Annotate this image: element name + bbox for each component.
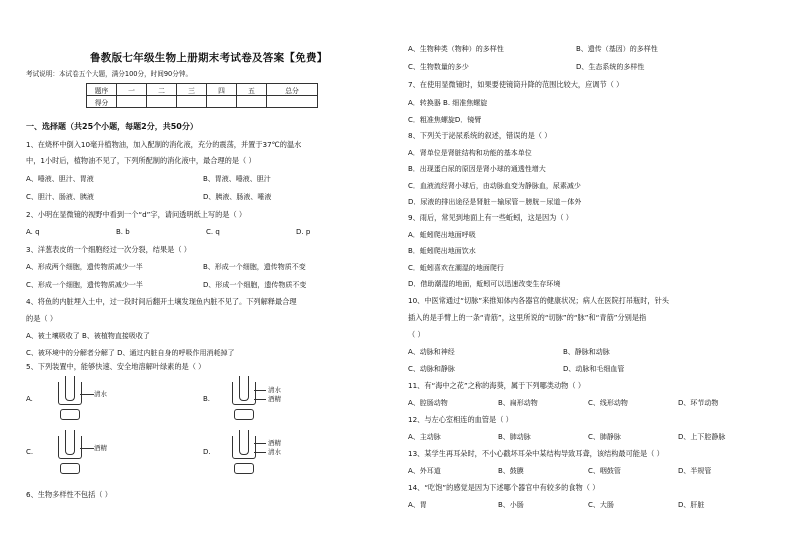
apparatus-label: 酒精 [268,439,281,447]
option: A、唾液、胆汁、胃液 [26,175,94,183]
question-line: 5、下列装置中，能够快速、安全地溶解叶绿素的是（ ） [26,362,206,371]
apparatus-label: 酒精 [268,395,281,403]
apparatus-label: 清水 [268,448,281,456]
option: D、胰液、肠液、唾液 [203,193,272,201]
test-tube [65,430,75,455]
score-table-score-row [87,96,318,108]
option: B、扁形动物 [498,399,538,407]
option: C. q [206,228,220,236]
score-cell [177,96,207,108]
option: A．转换器 B. 细准焦螺旋 [408,99,488,107]
option: C、被环境中的分解者分解了 D、通过内脏自身的呼吸作用消耗掉了 [26,349,235,357]
label-leader [254,452,266,453]
option: C．血液流经肾小球后，由动脉血变为静脉血，尿素减少 [408,182,581,190]
apparatus-label: 酒精 [94,444,107,452]
option: D、上下腔静脉 [678,433,726,441]
test-tube [239,376,249,401]
question-line: 3、洋葱表皮的一个细胞经过一次分裂，结果是（ ） [26,245,191,254]
apparatus-letter: B. [203,395,211,403]
option: D．借助潮湿的地面，蚯蚓可以迅速改变生存环境 [408,280,561,288]
score-cell [207,96,237,108]
option: B．蚯蚓爬出地面饮水 [408,247,476,255]
apparatus-a-figure [52,376,90,406]
option: C、肺静脉 [588,433,621,441]
option: B．出现蛋白尿的原因是肾小球的通透性增大 [408,165,546,173]
test-tube [239,430,249,455]
label-leader [254,399,266,400]
option: C．蚯蚓喜欢在潮湿的地面爬行 [408,264,504,272]
question-line: 12、与左心室相连的血管是（ ） [408,415,513,424]
question-line: 9、雨后，常见到地面上有一些蚯蚓，这是因为（ ） [408,213,573,222]
option: C、胆汁、肠液、胰液 [26,193,94,201]
option: D、肝脏 [678,501,705,509]
option: D、动脉和毛细血管 [563,365,625,373]
option: D、生态系统的多样性 [576,63,645,71]
option: C、线形动物 [588,399,628,407]
question-line: （ ） [408,330,425,339]
option: D、形成一个细胞，遗传物质不变 [203,281,307,289]
question-line: 7、在使用显微镜时，如果要使镜筒升降的范围比较大，应调节（ ） [408,80,624,89]
section-heading: 一、选择题（共25个小题，每题2分，共50分） [26,122,198,131]
question-line: 的是（ ） [26,314,58,323]
label-leader [80,394,94,395]
left-column [18,0,398,550]
question-line: 14、“吃饱”的感觉是因为下述哪个器官中有较多的食物（ ） [408,483,600,492]
alcohol-lamp [60,409,80,420]
question-line: 6、生物多样性不包括（ ） [26,490,112,499]
score-cell [147,96,177,108]
question-line: 2、小明在显微镜的视野中看到一个“d”字，请问透明纸上写的是（ ） [26,210,247,219]
score-cell [237,96,267,108]
test-tube [65,376,75,401]
option: A、动脉和神经 [408,348,455,356]
option: D、环节动物 [678,399,719,407]
option: C、形成一个细胞，遗传物质减少一半 [26,281,143,289]
option: B. b [116,228,130,236]
question-line: 插入的是手臂上的一条“青筋”，这里所说的“切脉”的“脉”和“青筋”分别是指 [408,313,647,322]
alcohol-lamp [234,409,254,420]
alcohol-lamp [234,463,254,474]
label-leader [80,448,94,449]
label-leader [254,443,266,444]
question-line: 1、在烧杯中倒入10毫升植物油，加入配制的消化液，充分的震荡，并置于37℃的温水 [26,140,302,149]
score-cell [117,96,147,108]
exam-note: 考试说明：本试卷五个大题，满分100分，时间90分钟。 [26,70,193,78]
apparatus-label: 清水 [94,390,107,398]
option: B、形成一个细胞，遗传物质不变 [203,263,306,271]
option: B、鼓膜 [498,467,524,475]
score-cell [267,96,318,108]
option: A、外耳道 [408,467,441,475]
option: D、半规管 [678,467,712,475]
option: C、动脉和静脉 [408,365,455,373]
score-table [86,83,318,108]
option: B、静脉和动脉 [563,348,610,356]
option: B、胃液、唾液、胆汁 [203,175,271,183]
option: A、生物种类（物种）的多样性 [408,45,504,53]
apparatus-letter: A. [26,395,33,403]
score-cell: 得分 [87,96,117,108]
option: A．肾单位是肾脏结构和功能的基本单位 [408,149,532,157]
apparatus-letter: C. [26,448,34,456]
apparatus-letter: D. [203,448,211,456]
option: C、生物数量的多少 [408,63,469,71]
label-leader [254,390,266,391]
option: C．粗准焦螺旋D．镜臂 [408,116,482,124]
score-cell: 四 [207,84,237,96]
apparatus-d-figure [226,430,264,460]
page-title: 鲁教版七年级生物上册期末考试卷及答案【免费】 [90,52,328,64]
option: B、遗传（基因）的多样性 [576,45,658,53]
option: B、小肠 [498,501,524,509]
score-table-header-row [87,84,318,96]
option: C、咽鼓管 [588,467,621,475]
question-line: 13、某学生再耳朵时，不小心戳坏耳朵中某结构导致耳聋，该结构最可能是（ ） [408,449,664,458]
apparatus-c-figure [52,430,90,460]
option: A．蚯蚓爬出地面呼吸 [408,231,476,239]
question-line: 8、下列关于泌尿系统的叙述，错误的是（ ） [408,131,552,140]
score-cell: 题序 [87,84,117,96]
option: A、主动脉 [408,433,441,441]
option: D．尿液的排出途径是肾脏－输尿管－膀胱－尿道－体外 [408,198,582,206]
question-line: 10、中医常通过“切脉”来推知体内各器官的健康状况；病人在医院打吊瓶时，针头 [408,296,669,305]
alcohol-lamp [60,463,80,474]
score-cell: 总分 [267,84,318,96]
question-line: 4、将鱼的内脏埋入土中，过一段时间后翻开土壤发现鱼内脏不见了。下列解释最合理 [26,297,297,306]
score-cell: 五 [237,84,267,96]
question-line: 11、有“海中之花”之称的海葵，属于下列哪类动物（ ） [408,381,586,390]
right-column [408,0,788,550]
option: A、腔肠动物 [408,399,448,407]
option: B、肺动脉 [498,433,531,441]
option: A、被土壤吸收了 B、被植物直接吸收了 [26,332,150,340]
option: A. q [26,228,40,236]
apparatus-label: 清水 [268,386,281,394]
option: D. p [296,228,311,236]
apparatus-b-figure [226,376,264,406]
question-line: 中，1小时后，植物油不见了，下列所配制的消化液中，最合理的是（ ） [26,156,256,165]
option: C、大肠 [588,501,614,509]
option: A、胃 [408,501,427,509]
score-cell: 二 [147,84,177,96]
option: A、形成两个细胞，遗传物质减少一半 [26,263,143,271]
score-cell: 三 [177,84,207,96]
score-cell: 一 [117,84,147,96]
